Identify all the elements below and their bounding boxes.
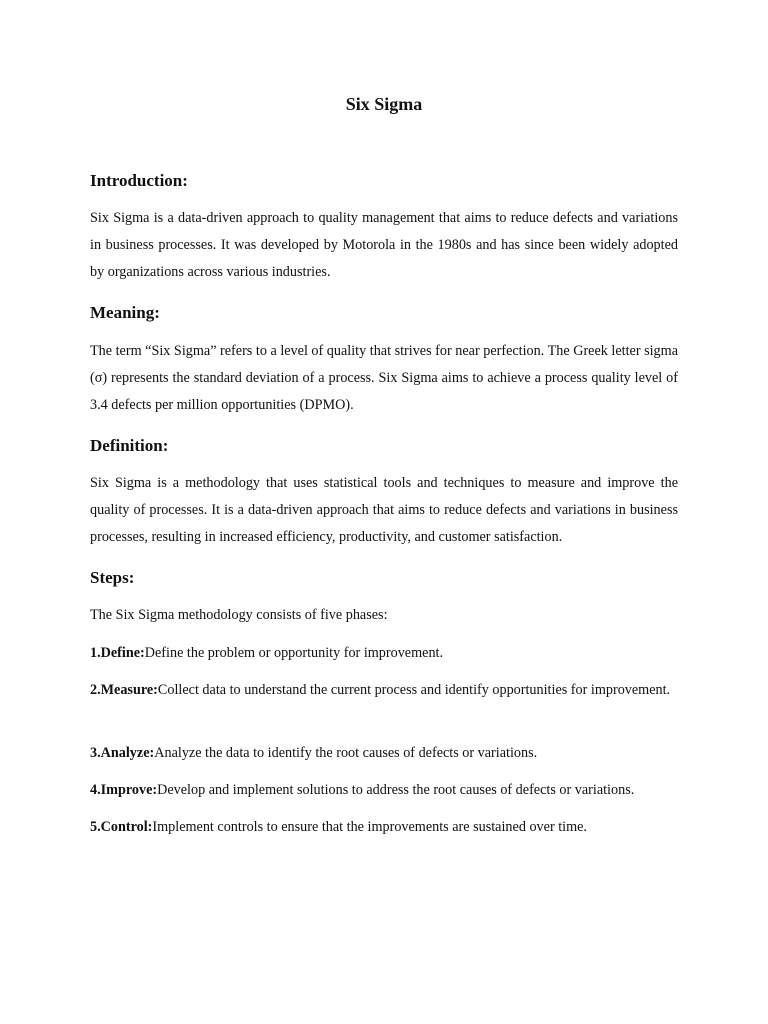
step-label: 4.Improve:: [90, 782, 158, 798]
step-text: Collect data to understand the current process and identify opportunities for improvement.: [157, 682, 671, 698]
step-label: 5.Control:: [90, 819, 153, 835]
step-item-control: [90, 814, 678, 841]
steps-heading: Steps:: [90, 568, 135, 587]
step-text: Develop and implement solutions to address the root causes of defects or variations.: [157, 782, 635, 798]
definition-heading: Definition:: [90, 436, 169, 455]
step-label: 3.Analyze:: [90, 745, 155, 761]
meaning-text: The term “Six Sigma” refers to a level of quality that strives for near perfection. The Greek letter sigma (σ) represents the standard deviation of a process. Six Sigma aims to achieve a process quality level of 3.4 defects per million opportunities (DPMO).: [90, 343, 678, 413]
step-item-measure: [90, 677, 678, 704]
step-text: Analyze the data to identify the root causes of defects or variations.: [154, 745, 538, 761]
steps-intro: The Six Sigma methodology consists of five phases:: [90, 607, 388, 623]
definition-text: Six Sigma is a methodology that uses statistical tools and techniques to measure and improve the quality of processes. It is a data-driven approach that aims to reduce defects and variations in business processes, resulting in increased efficiency, productivity, and customer satisfaction.: [90, 475, 678, 545]
step-text: Implement controls to ensure that the improvements are sustained over time.: [152, 819, 587, 835]
step-text: Define the problem or opportunity for improvement.: [144, 645, 444, 661]
meaning-heading: Meaning:: [90, 303, 160, 322]
step-item-analyze: [90, 740, 678, 767]
step-label: 1.Define:: [90, 645, 145, 661]
introduction-text: Six Sigma is a data-driven approach to quality management that aims to reduce defects and variations in business processes. It was developed by Motorola in the 1980s and has since been widely adopted by organizations across various industries.: [90, 210, 678, 280]
introduction-heading: Introduction:: [90, 171, 188, 190]
step-item-improve: [90, 777, 678, 804]
step-label: 2.Measure:: [90, 682, 158, 698]
page-title: Six Sigma: [345, 94, 423, 114]
step-item-define: [90, 640, 678, 667]
